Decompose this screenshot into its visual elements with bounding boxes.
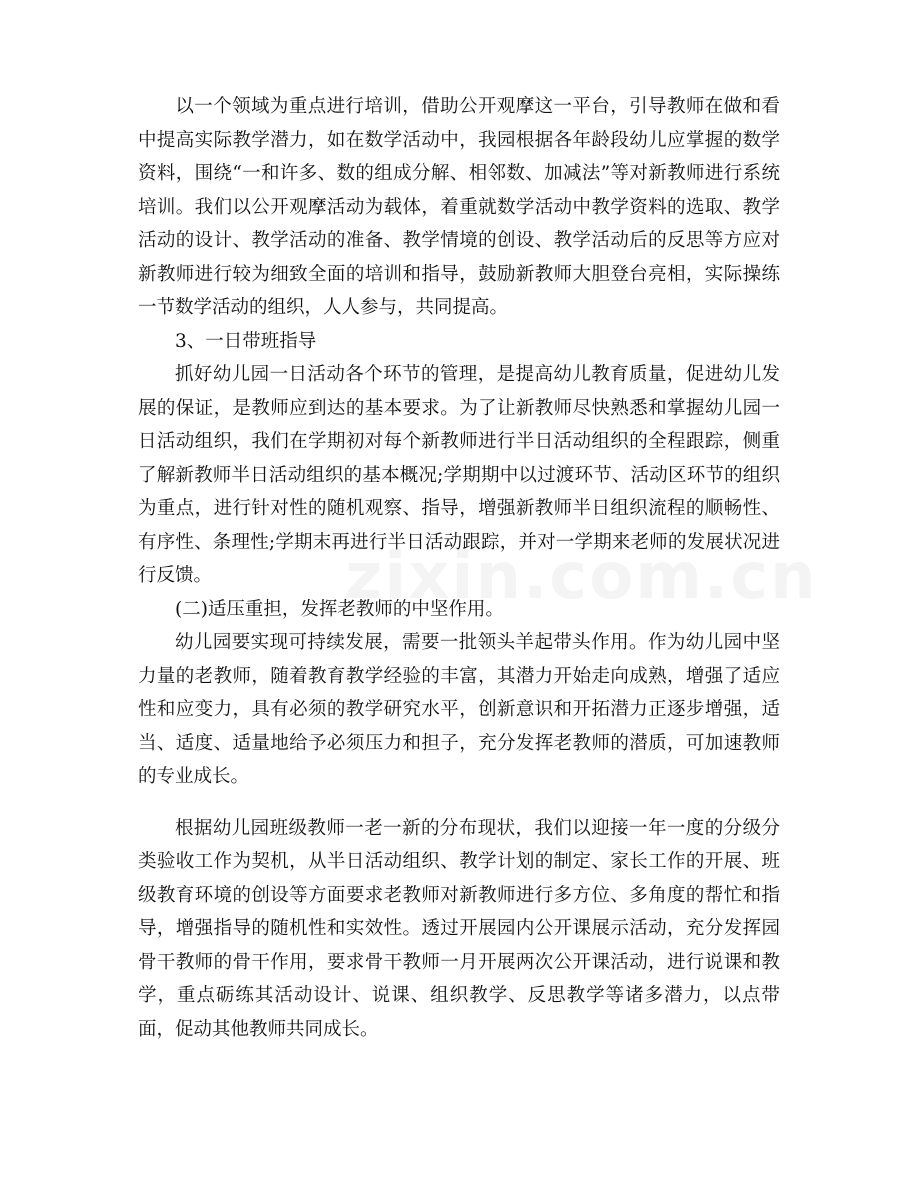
heading-senior-teachers: (二)适压重担，发挥老教师的中坚作用。 [175, 598, 504, 620]
paragraph-teacher-training [138, 90, 780, 325]
heading-daily-class-guidance: 3、一日带班指导 [175, 330, 317, 352]
document-body [138, 90, 780, 1046]
paragraph-mentoring-plan: 根据幼儿园班级教师一老一新的分布现状，我们以迎接一年一度的分级分类验收工作为契机，从半日活动组织、教学计划的制定、家长工作的开展、班级教育环境的创设等方面要求老教师对新教师进行多方位、多角度的帮忙和指导，增强指导的随机性和实效性。透过开展园内公开课展示活动，充分发挥园骨干教师的骨干作用，要求骨干教师一月开展两次公开课活动，进行说课和教学，重点砺练其活动设计、说课、组织教学、反思教学等诸多潜力，以点带面，促动其他教师共同成长。 [138, 817, 780, 1040]
paragraph-daily-activity-management: 抓好幼儿园一日活动各个环节的管理，是提高幼儿教育质量，促进幼儿发展的保证，是教师应到达的基本要求。为了让新教师尽快熟悉和掌握幼儿园一日活动组织，我们在学期初对每个新教师进行半日活动组织的全程跟踪，侧重了解新教师半日活动组织的基本概况;学期期中以过渡环节、活动区环节的组织为重点，进行针对性的随机观察、指导，增强新教师半日组织流程的顺畅性、有序性、条理性;学期末再进行半日活动跟踪，并对一学期来老师的发展状况进行反馈。 [138, 364, 780, 586]
paragraph-senior-teacher-role: 幼儿园要实现可持续发展，需要一批领头羊起带头作用。作为幼儿园中坚力量的老教师，随着教育教学经验的丰富，其潜力开始走向成熟，增强了适应性和应变力，具有必须的教学研究水平，创新意识和开拓潜力正逐步增强，适当、适度、适量地给予必须压力和担子，充分发挥老教师的潜质，可加速教师的专业成长。 [138, 632, 780, 787]
paragraph-text: 以一个领域为重点进行培训，借助公开观摩这一平台，引导教师在做和看中提高实际教学潜力，如在数学活动中，我园根据各年龄段幼儿应掌握的数学资料，围绕“一和许多、数的组成分解、相邻数、加减法”等对新教师进行系统培训。我们以公开观摩活动为载体，着重就数学活动中教学资料的选取、教学活动的设计、教学活动的准备、教学情境的创设、教学活动后的反思等方应对新教师进行较为细致全面的培训和指导，鼓励新教师大胆登台亮相，实际操练一节数学活动的组织，人人参与，共同提高。 [138, 96, 780, 318]
